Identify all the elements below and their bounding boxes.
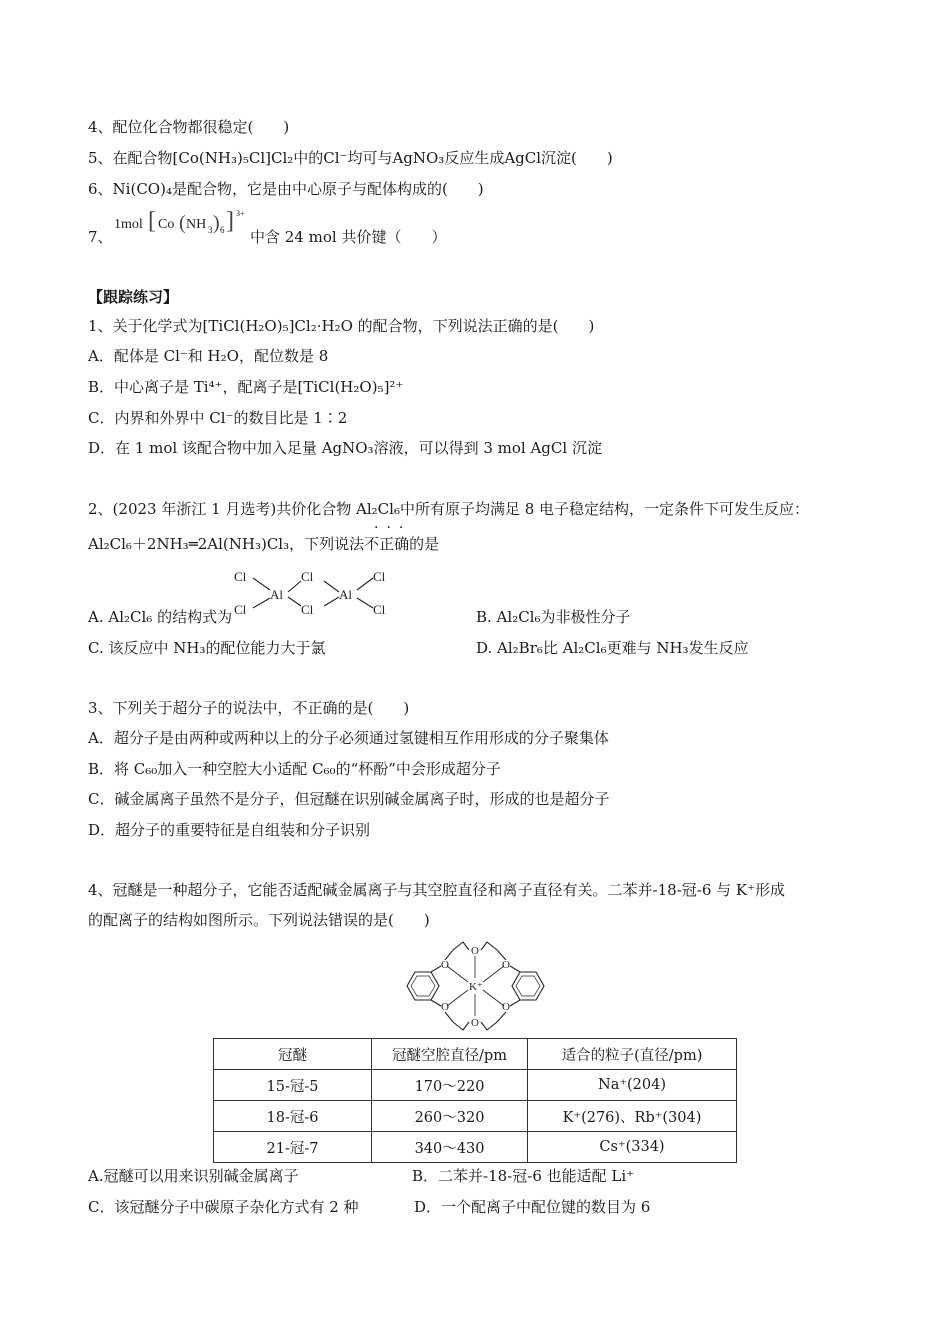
q1-option-d: D．在 1 mol 该配合物中加入足量 AgNO₃溶液，可以得到 3 mol AgCl 沉淀 <box>88 439 602 457</box>
table-cell: K⁺(276)、Rb⁺(304) <box>528 1101 737 1132</box>
q4-option-a: A.冠醚可以用来识别碱金属离子 <box>88 1167 299 1185</box>
al-atom-label: Al <box>270 587 283 602</box>
q4-stem-line1: 4、冠醚是一种超分子，它能否适配碱金属离子与其空腔直径和离子直径有关。二苯并-18-冠-6 与 K⁺形成 <box>88 881 786 899</box>
svg-text:[: [ <box>148 208 156 234</box>
section-title: 【跟踪练习】 <box>88 288 179 306</box>
svg-text:): ) <box>213 212 220 234</box>
o-atom-label: O <box>502 959 510 971</box>
table-cell: 15-冠-5 <box>214 1070 372 1101</box>
q1-option-a: A．配体是 Cl⁻和 H₂O，配位数是 8 <box>88 347 329 365</box>
table-row <box>214 1132 737 1163</box>
q3-option-d: D．超分子的重要特征是自组装和分子识别 <box>88 821 371 839</box>
q3-stem: 3、下列关于超分子的说法中，不正确的是( ) <box>88 699 410 717</box>
review-item-4: 4、配位化合物都很稳定( ) <box>88 118 290 136</box>
q4-option-d: D．一个配离子中配位键的数目为 6 <box>414 1198 651 1216</box>
svg-text:3: 3 <box>208 225 213 235</box>
q2-stem-line2: Al₂Cl₆＋2NH₃═2Al(NH₃)Cl₃，下列说法不正确的是 <box>88 535 440 553</box>
q1-stem: 1、关于化学式为[TiCl(H₂O)₅]Cl₂·H₂O 的配合物，下列说法正确的是( ) <box>88 317 595 335</box>
table-cell: Cs⁺(334) <box>528 1132 737 1163</box>
al2cl6-structure-diagram <box>228 566 398 622</box>
q1-option-c: C．内界和外界中 Cl⁻的数目比是 1∶2 <box>88 409 348 427</box>
table-header-row <box>214 1039 737 1070</box>
svg-text:(: ( <box>179 212 186 234</box>
table-header-cell: 冠醚空腔直径/pm <box>372 1039 528 1070</box>
q3-option-c: C．碱金属离子虽然不是分子，但冠醚在识别碱金属离子时，形成的也是超分子 <box>88 790 610 808</box>
o-atom-label: O <box>441 1001 449 1013</box>
review-item-7-formula-image <box>112 206 252 242</box>
svg-text:1mol: 1mol <box>114 217 143 232</box>
table-cell: 21-冠-7 <box>214 1132 372 1163</box>
crown-ether-table <box>213 1038 737 1163</box>
emphasis-dots: ··· <box>374 520 412 536</box>
q1-option-b: B．中心离子是 Ti⁴⁺，配离子是[TiCl(H₂O)₅]²⁺ <box>88 378 404 396</box>
review-item-7-number: 7、 <box>88 228 113 246</box>
table-cell: 340～430 <box>372 1132 528 1163</box>
review-item-6: 6、Ni(CO)₄是配合物，它是由中心原子与配体构成的( ) <box>88 180 484 198</box>
q2-option-a: A. Al₂Cl₆ 的结构式为 <box>88 608 233 626</box>
table-header-cell: 适合的粒子(直径/pm) <box>528 1039 737 1070</box>
review-item-7-suffix: 中含 24 mol 共价键（ ） <box>250 228 447 246</box>
cl-atom-label: Cl <box>373 569 386 584</box>
q2-option-d: D. Al₂Br₆比 Al₂Cl₆更难与 NH₃发生反应 <box>476 639 749 657</box>
table-cell: 260～320 <box>372 1101 528 1132</box>
q2-option-c: C. 该反应中 NH₃的配位能力大于氯 <box>88 639 326 657</box>
svg-text:]: ] <box>226 208 234 234</box>
q4-option-b: B．二苯并-18-冠-6 也能适配 Li⁺ <box>412 1167 635 1185</box>
q2-option-b: B. Al₂Cl₆为非极性分子 <box>476 608 631 626</box>
al-atom-label: Al <box>339 587 352 602</box>
review-item-5: 5、在配合物[Co(NH₃)₅Cl]Cl₂中的Cl⁻均可与AgNO₃反应生成AgCl沉淀( ) <box>88 149 613 167</box>
svg-text:6: 6 <box>220 225 225 235</box>
cl-atom-label: Cl <box>301 569 314 584</box>
q2-stem-line1: 2、(2023 年浙江 1 月选考)共价化合物 Al₂Cl₆中所有原子均满足 8 电子稳定结构，一定条件下可发生反应： <box>88 500 810 518</box>
table-cell: 18-冠-6 <box>214 1101 372 1132</box>
cl-atom-label: Cl <box>301 602 314 617</box>
q3-option-b: B．将 C₆₀加入一种空腔大小适配 C₆₀的“杯酚”中会形成超分子 <box>88 760 501 778</box>
svg-text:3+: 3+ <box>236 209 245 218</box>
table-header-cell: 冠醚 <box>214 1039 372 1070</box>
q4-stem-line2: 的配离子的结构如图所示。下列说法错误的是( ) <box>88 911 430 929</box>
cl-atom-label: Cl <box>373 602 386 617</box>
q4-option-c: C．该冠醚分子中碳原子杂化方式有 2 种 <box>88 1198 359 1216</box>
svg-text:Co: Co <box>158 217 175 232</box>
table-cell: Na⁺(204) <box>528 1070 737 1101</box>
cl-atom-label: Cl <box>234 602 247 617</box>
svg-text:NH: NH <box>186 217 207 232</box>
table-row <box>214 1070 737 1101</box>
o-atom-label: O <box>441 959 449 971</box>
o-atom-label: O <box>471 1017 479 1029</box>
k-ion-label: K⁺ <box>469 981 483 993</box>
cl-atom-label: Cl <box>234 569 247 584</box>
q3-option-a: A．超分子是由两种或两种以上的分子必须通过氢键相互作用形成的分子聚集体 <box>88 729 609 747</box>
table-row <box>214 1101 737 1132</box>
table-cell: 170～220 <box>372 1070 528 1101</box>
crown-ether-k-complex-diagram <box>393 938 558 1033</box>
o-atom-label: O <box>471 945 479 957</box>
o-atom-label: O <box>502 1001 510 1013</box>
